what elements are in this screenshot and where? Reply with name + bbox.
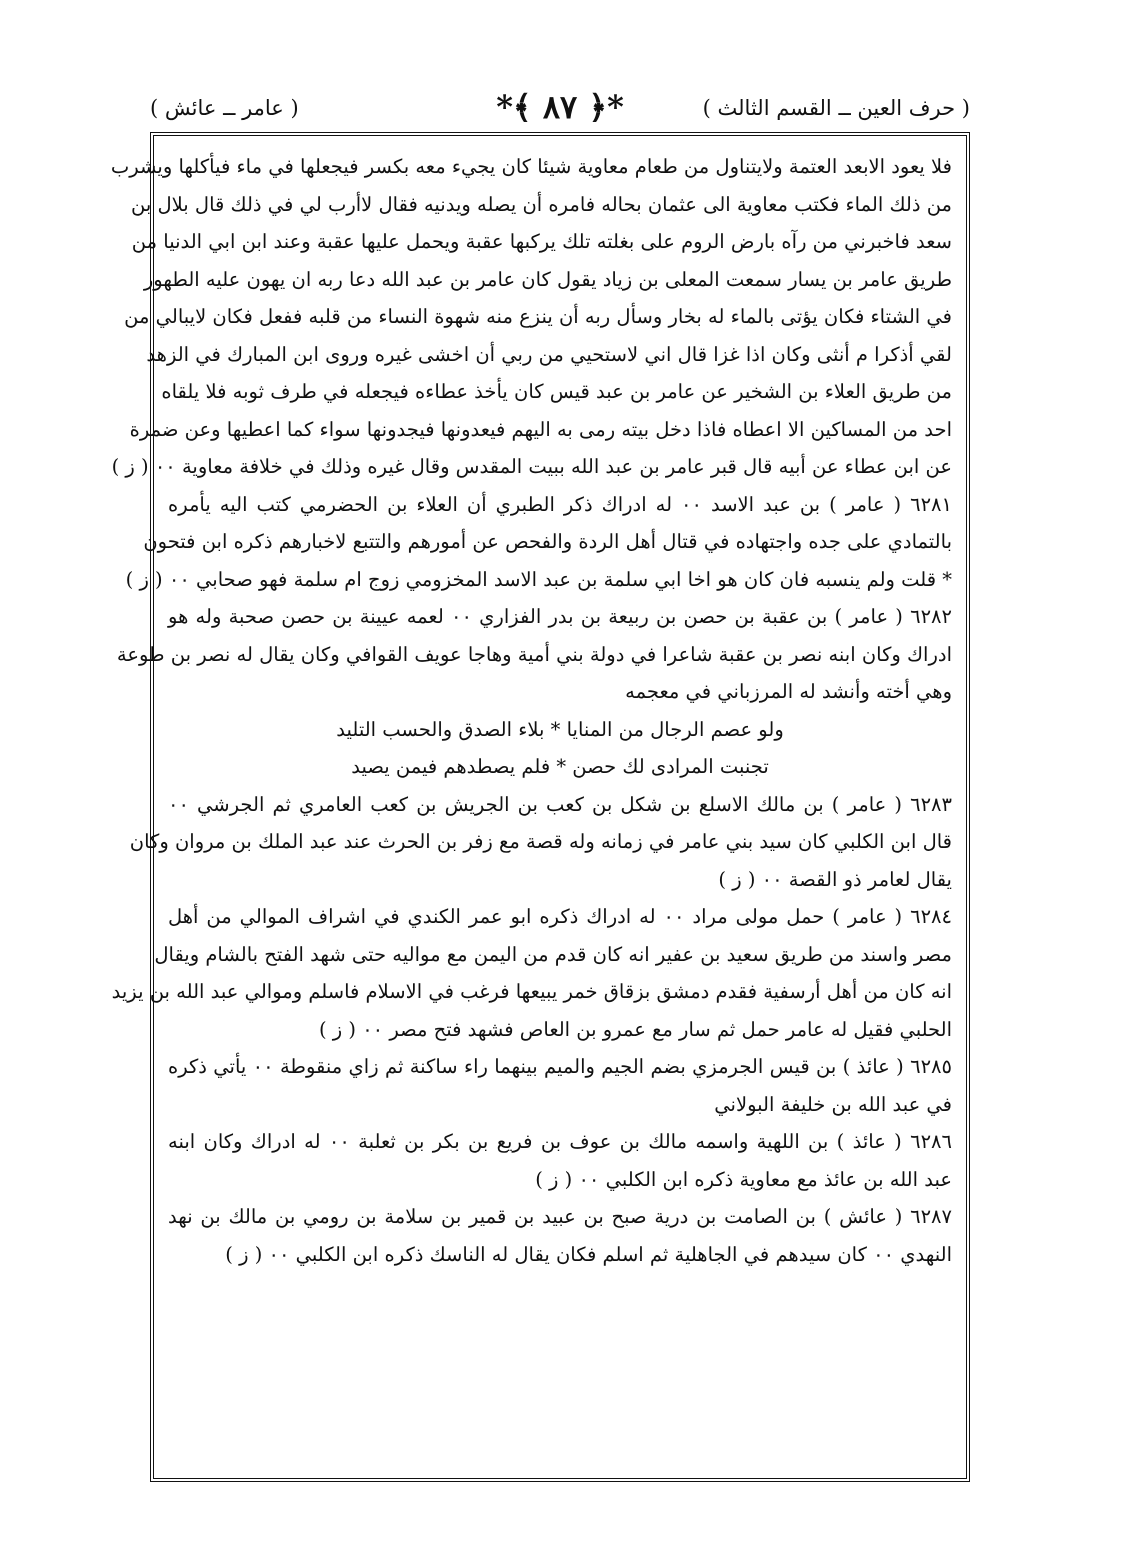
entry-6281: ٦٢٨١ ( عامر ) بن عبد الاسد ٠٠ له ادراك ذكر الطبري أن العلاء بن الحضرمي كتب اليه يأمره — [168, 492, 952, 516]
text-line: وهي أخته وأنشد له المرزباني في معجمه — [625, 680, 952, 703]
verse-line: تجنبت المرادى لك حصن * فلم يصطدهم فيمن يصيد — [351, 755, 769, 778]
text-line: مصر واسند من طريق سعيد بن عفير انه كان قدم من اليمن مع مواليه حتى شهد الفتح بالشام ويقال — [154, 942, 952, 966]
text-line: النهدي ٠٠ كان سيدهم في الجاهلية ثم اسلم فكان يقال له الناسك ذكره ابن الكلبي ٠٠ ( ز ) — [225, 1242, 952, 1266]
text-line: بالتمادي على جده واجتهاده في قتال أهل الردة والفحص عن أمورهم والتتبع لاخبارهم ذكره ابن فتحون — [143, 530, 952, 553]
text-line: يقال لعامر ذو القصة ٠٠ ( ز ) — [718, 867, 952, 891]
text-line: عن ابن عطاء عن أبيه قال قبر عامر بن عبد الله ببيت المقدس وقال غيره وذلك في خلافة معاوية ٠٠ ( ز ) — [111, 455, 952, 478]
text-line: عبد الله بن عائذ مع معاوية ذكره ابن الكلبي ٠٠ ( ز ) — [535, 1167, 952, 1191]
text-line: من ذلك الماء فكتب معاوية الى عثمان بحاله فامره أن يصله ويدنيه فقال لاأرب لي في ذلك قال بلال بن — [131, 192, 952, 216]
text-line: لقي أذكرا م أنثى وكان اذا غزا قال اني لاستحيي من ربي أن اخشى غيره وروى ابن المبارك في الزهد — [146, 342, 952, 366]
text-line: ادراك وكان ابنه نصر بن عقبة شاعرا في دولة بني أمية وهاجا عويف القوافي وكان يقال له نصر بن طوعة — [116, 642, 952, 666]
text-line: سعد فاخبرني من رآه بارض الروم على بغلته تلك يركبها عقبة ويحمل عليها عقبة وعند ابن ابي الدنيا من — [131, 230, 952, 253]
text-line: قال ابن الكلبي كان سيد بني عامر في زمانه وله قصة مع زفر بن الحرث عند عبد الملك بن مروان وكان — [129, 830, 952, 853]
page-number: *﴿ ٨٧ ﴾* — [496, 88, 624, 126]
entry-6285: ٦٢٨٥ ( عائذ ) بن قيس الجرمزي بضم الجيم والميم بينهما راء ساكنة ثم زاي منقوطة ٠٠ يأتي ذكره — [168, 1055, 952, 1078]
entry-6286: ٦٢٨٦ ( عائذ ) بن اللهية واسمه مالك بن عوف بن فريع بن بكر بن ثعلبة ٠٠ له ادراك وكان ابنه — [168, 1130, 953, 1153]
entry-6284: ٦٢٨٤ ( عامر ) حمل مولى مراد ٠٠ له ادراك ذكره ابو عمر الكندي في اشراف الموالي من أهل — [168, 905, 952, 928]
entry-6287: ٦٢٨٧ ( عائش ) بن الصامت بن درية صبح بن عبيد بن قمير بن سلامة بن رومي بن مالك بن نهد — [168, 1205, 952, 1228]
entry-6282: ٦٢٨٢ ( عامر ) بن عقبة بن حصن بن ربيعة بن بدر الفزاري ٠٠ لعمه عيينة بن حصن صحبة وله هو — [168, 605, 952, 628]
verse-line: ولو عصم الرجال من المنايا * بلاء الصدق والحسب التليد — [336, 717, 784, 741]
text-line: * قلت ولم ينسبه فان كان هو اخا ابي سلمة بن عبد الاسد المخزومي زوج ام سلمة فهو صحابي ٠٠ ( ز ) — [125, 567, 952, 591]
entry-6283: ٦٢٨٣ ( عامر ) بن مالك الاسلع بن شكل بن كعب بن الجريش بن كعب العامري ثم الجرشي ٠٠ — [168, 792, 952, 816]
text-line: انه كان من أهل أرسفية فقدم دمشق بزقاق خمر يبيعها فرغب في الاسلام فاسلم وموالي عبد الله بن يزيد — [111, 980, 952, 1003]
text-frame — [110, 132, 970, 1482]
text-line: طريق عامر بن يسار سمعت المعلى بن زياد يقول كان عامر بن عبد الله دعا ربه ان يهون عليه الطهور — [143, 267, 952, 291]
section-title: ( حرف العين ــ القسم الثالث ) — [702, 96, 970, 120]
text-line: في الشتاء فكان يؤتى بالماء له بخار وسأل ربه أن ينزع منه شهوة النساء من قلبه ففعل فكان لايبالي من — [124, 305, 952, 328]
text-line: في عبد الله بن خليفة البولاني — [714, 1092, 952, 1116]
text-line: فلا يعود الابعد العتمة ولايتناول من طعام معاوية شيئا كان يجيء معه بكسر فيجعلها في ماء فيأكلها ويشرب — [110, 155, 952, 178]
text-line: من طريق العلاء بن الشخير عن عامر بن عبد قيس كان يأخذ عطاءه فيجعله في طرف ثوبه فلا يلقاه — [161, 380, 952, 403]
running-header — [150, 88, 970, 136]
text-line: احد من المساكين الا اعطاه فاذا دخل بيته رمى به اليهم فيعدونها فيجدونها سواء كما اعطيها وعن ضمرة — [129, 417, 952, 441]
text-line: الحلبي فقيل له عامر حمل ثم سار مع عمرو بن العاص فشهد فتح مصر ٠٠ ( ز ) — [318, 1017, 952, 1041]
entry-range: ( عامر ــ عائش ) — [150, 96, 299, 120]
